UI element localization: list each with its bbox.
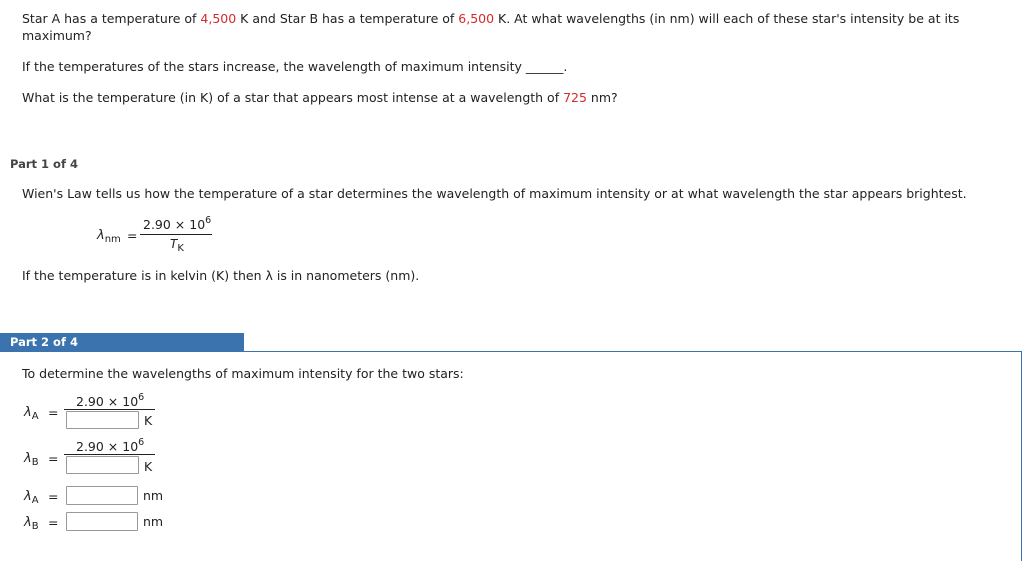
numerator-exponent: 6 xyxy=(138,392,145,403)
question-line-3: If the temperatures of the stars increase, the wavelength of maximum intensity ______. xyxy=(22,59,568,74)
temp-b-value: 6,500 xyxy=(458,11,495,26)
lambda-subscript: B xyxy=(31,521,39,532)
numerator-text: 2.90 × 10 xyxy=(143,217,206,232)
question-text: K. At what wavelengths (in nm) will each of these star's intensity be at its xyxy=(494,11,960,26)
lambda-b-label xyxy=(24,451,39,468)
temp-b-input[interactable] xyxy=(66,456,139,474)
equals-sign: = xyxy=(48,515,59,530)
equals-sign: = xyxy=(48,489,59,504)
numerator-b xyxy=(76,437,144,454)
unit-k-a: K xyxy=(144,413,153,428)
lambda-symbol: λ xyxy=(24,451,32,466)
result-b-input[interactable] xyxy=(66,512,138,531)
result-a-input[interactable] xyxy=(66,486,138,505)
formula-numerator xyxy=(143,215,211,232)
denominator-subscript: K xyxy=(177,243,184,254)
temp-a-value: 4,500 xyxy=(200,11,237,26)
question-text: K and Star B has a temperature of xyxy=(236,11,459,26)
question-text: nm? xyxy=(586,90,618,105)
fraction-bar xyxy=(64,454,155,455)
fraction-bar xyxy=(140,234,212,235)
lambda-symbol: λ xyxy=(97,228,105,243)
lambda-b-result-label xyxy=(24,515,39,532)
unit-nm-b: nm xyxy=(143,514,164,529)
lambda-subscript: A xyxy=(31,495,39,506)
equals-sign: = xyxy=(48,405,59,420)
unit-note: If the temperature is in kelvin (K) then λ is in nanometers (nm). xyxy=(22,268,420,283)
unit-k-b: K xyxy=(144,459,153,474)
numerator-exponent: 6 xyxy=(138,437,145,448)
numerator-text: 2.90 × 10 xyxy=(76,394,139,409)
lambda-a-label xyxy=(24,405,39,422)
part-2-panel xyxy=(0,351,1022,561)
question-line-2: maximum? xyxy=(22,28,92,43)
numerator-exponent: 6 xyxy=(205,215,212,226)
lambda-subscript: nm xyxy=(104,234,121,245)
question-text: What is the temperature (in K) of a star that appears most intense at a wavelength of xyxy=(22,90,564,105)
equals-sign: = xyxy=(48,451,59,466)
question-text: Star A has a temperature of xyxy=(22,11,201,26)
lambda-subscript: A xyxy=(31,411,39,422)
numerator-a xyxy=(76,392,144,409)
lambda-a-result-label xyxy=(24,489,39,506)
fraction-bar xyxy=(64,409,155,410)
formula-equals: = xyxy=(127,228,138,243)
lambda-symbol: λ xyxy=(24,515,32,530)
formula-denominator xyxy=(170,237,184,254)
question-line-1 xyxy=(22,11,959,26)
formula-lambda xyxy=(97,228,121,245)
unit-nm-a: nm xyxy=(143,488,164,503)
denominator-text: T xyxy=(170,237,178,251)
part-2-intro: To determine the wavelengths of maximum intensity for the two stars: xyxy=(22,366,464,381)
lambda-symbol: λ xyxy=(24,489,32,504)
wavelength-value: 725 xyxy=(563,90,587,105)
lambda-subscript: B xyxy=(31,457,39,468)
wiens-law-text: Wien's Law tells us how the temperature of a star determines the wavelength of maximum intensity or at what wavelength the star appears brightest. xyxy=(22,186,967,201)
temp-a-input[interactable] xyxy=(66,411,139,429)
question-line-4 xyxy=(22,90,618,105)
lambda-symbol: λ xyxy=(24,405,32,420)
part-1-label: Part 1 of 4 xyxy=(10,157,78,171)
numerator-text: 2.90 × 10 xyxy=(76,439,139,454)
part-2-label: Part 2 of 4 xyxy=(0,333,244,352)
